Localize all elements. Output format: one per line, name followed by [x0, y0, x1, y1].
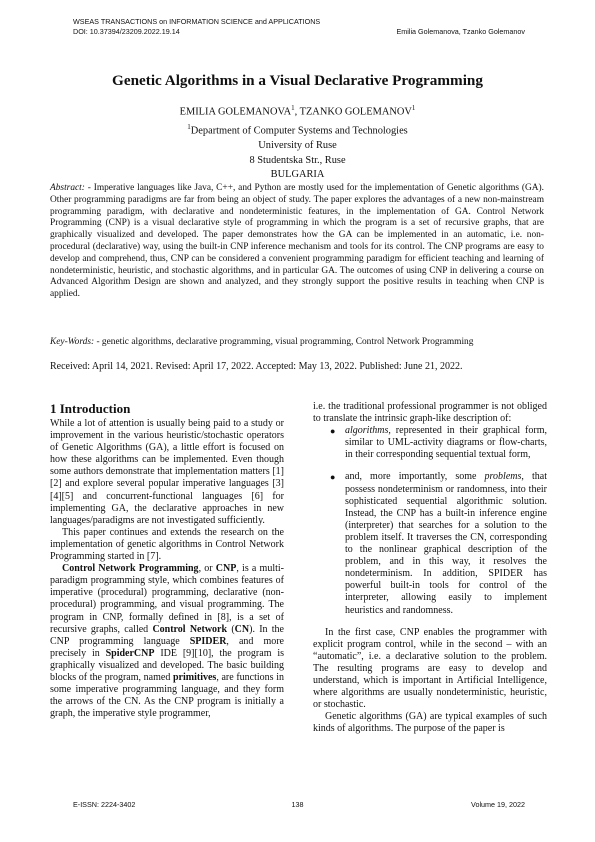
text-run: , is a multi-paradigm programming style, which combines features of imperative (procedural) programming, declarative (non-procedural) programming, and visual programming. The program in CNP, formally defined in [8], is a set of recursive graphs, called: [50, 563, 284, 635]
bullet-icon: ●: [330, 472, 336, 483]
left-column: [50, 401, 284, 720]
author-1-affil-mark: 1: [291, 104, 295, 112]
intro-paragraph-1: While a lot of attention is usually being paid to a study or improvement in the various heuristic/stochastic operators of Genetic Algorithms (GA), a little effort is focused on how these algorithms can be implemented. Even though some authors demonstrate that implementation matters [1][2] and explore several popular imperative languages [3][4][5] and concurrent-functional languages [6] for implementing GA, the declarative approaches in new languages/paradigms are not investigated sufficiently.: [50, 418, 284, 526]
country: BULGARIA: [270, 169, 325, 181]
abstract-text: - Imperative languages like Java, C++, and Python are mostly used for the implementation of Genetic algorithms (GA). Other programming paradigms are far from being an object of study. The paper explores the advantages of a new non-mainstream programming paradigm, with declarative and nondeterministic features, in the implementation of GA. Control Network Programming (CNP) is a visual declarative style of programming in which the program is a set of recursive graphs, that are graphically visualized and developed. The paper demonstrates how the GA can be implemented in an automatic, i.e. non-procedural (declarative) way, using the built-in CNP inference mechanism and tools for its control. The CNP programs are easy to develop and comprehend, thus, CNP can be considered a convenient programming paradigm for efficient teaching and learning of nondeterministic, heuristic, and stochastic algorithms, and in particular GA. The outcomes of using CNP in delivering a course on Advanced Algorithm Design are shown and analyzed, and they strongly support the positive results in teaching when CNP is applied.: [50, 183, 544, 300]
author-1: EMILIA GOLEMANOVA: [179, 106, 292, 118]
intro-paragraph-4: i.e. the traditional professional programmer is not obliged to translate the intrinsic graph-like description of:: [313, 401, 547, 425]
text-run: , are functions in some imperative programming language, and they form the arrows of the CN. As the CNP program is initially a graph, the imperative style programmer,: [50, 671, 285, 720]
running-header-journal: WSEAS TRANSACTIONS on INFORMATION SCIENCE and APPLICATIONS: [73, 17, 321, 26]
bullet-list: [313, 425, 547, 616]
intro-paragraph-2: This paper continues and extends the research on the implementation of genetic algorithms in Control Network Programming started in [7].: [50, 526, 284, 563]
term-cn: CN: [234, 623, 250, 635]
term-algorithms: algorithms: [345, 425, 389, 437]
intro-paragraph-5: In the first case, CNP enables the programmer with explicit program control, while in the second – with an “automatic”, i.e. a declarative solution to the problem. The resulting programs are easy to develop and understand, which is important in Artificial Intelligence, where algorithms are usually nondeterministic, heuristic, or stochastic.: [313, 626, 547, 711]
text-run: ). In the CNP programming language: [50, 623, 284, 647]
text-run: (: [227, 623, 235, 635]
footer-issn: E-ISSN: 2224-3402: [73, 800, 136, 809]
term-problems: problems: [484, 471, 522, 483]
text-run: and, more importantly, some: [345, 471, 485, 483]
abstract: [50, 183, 544, 301]
text-run: , or: [198, 563, 216, 575]
abstract-label: Abstract:: [50, 183, 85, 193]
term-spider: SPIDER: [189, 635, 227, 647]
list-item: [313, 471, 547, 616]
term-spidercnp: SpiderCNP: [105, 647, 155, 659]
received-dates: Received: April 14, 2021. Revised: April 17, 2022. Accepted: May 13, 2022. Published: June 21, 2022.: [50, 361, 463, 372]
bullet-icon: ●: [330, 426, 336, 437]
university: University of Ruse: [258, 140, 337, 152]
section-heading-introduction: 1 Introduction: [50, 401, 131, 416]
authors-line: [0, 101, 595, 120]
text-run: , that possess nondeterminism or randomness, into their sophisticated sequential algorithmic solution. Instead, the CNP has a built-in inference engine (interpreter) that searches for a solution to the problem itself. It traverses the CN, corresponding to the nonlinear graphical description of the problem, and in this way, it resolves the nondeterminism. In addition, SPIDER has powerful built-in tools for control of the interpreter, allowing easily to implement heuristics and randomness.: [345, 471, 547, 616]
list-item: [313, 425, 547, 461]
term-cnp: CNP: [215, 563, 237, 575]
text-run: , and more precisely in: [50, 635, 284, 659]
term-control-network: Control Network: [152, 623, 228, 635]
department-line: [0, 120, 595, 139]
running-header-authors: Emilia Golemanova, Tzanko Golemanov: [396, 27, 525, 36]
text-run: IDE [9][10], the program is graphically visualized and developed. The basic building blocks of the program, named: [50, 647, 284, 683]
street-address: 8 Studentska Str., Ruse: [249, 154, 346, 166]
text-run: , represented in their graphical form, similar to UML-activity diagrams or flow-charts, in their corresponding sequential textual form,: [345, 425, 547, 461]
author-affiliation-block: [0, 101, 595, 183]
term-cnp-full: Control Network Programming: [62, 563, 199, 575]
term-primitives: primitives: [173, 671, 217, 683]
keywords: [50, 337, 544, 349]
right-column: [313, 401, 547, 735]
keywords-text: - genetic algorithms, declarative programming, visual programming, Control Network Programming: [94, 337, 474, 347]
footer-page-number: 138: [291, 800, 304, 809]
department-affil-mark: 1: [187, 123, 191, 132]
intro-paragraph-6: Genetic algorithms (GA) are typical examples of such kinds of algorithms. The purpose of the paper is: [313, 711, 547, 735]
running-header-doi: DOI: 10.37394/23209.2022.19.14: [73, 27, 180, 36]
paper-title: Genetic Algorithms in a Visual Declarative Programming: [112, 72, 483, 89]
department: Department of Computer Systems and Technologies: [190, 125, 408, 137]
intro-paragraph-3: [50, 563, 284, 720]
author-2-affil-mark: 1: [411, 104, 416, 112]
author-2: , TZANKO GOLEMANOV: [294, 106, 412, 118]
footer-volume: Volume 19, 2022: [471, 800, 525, 809]
keywords-label: Key-Words:: [50, 337, 95, 347]
